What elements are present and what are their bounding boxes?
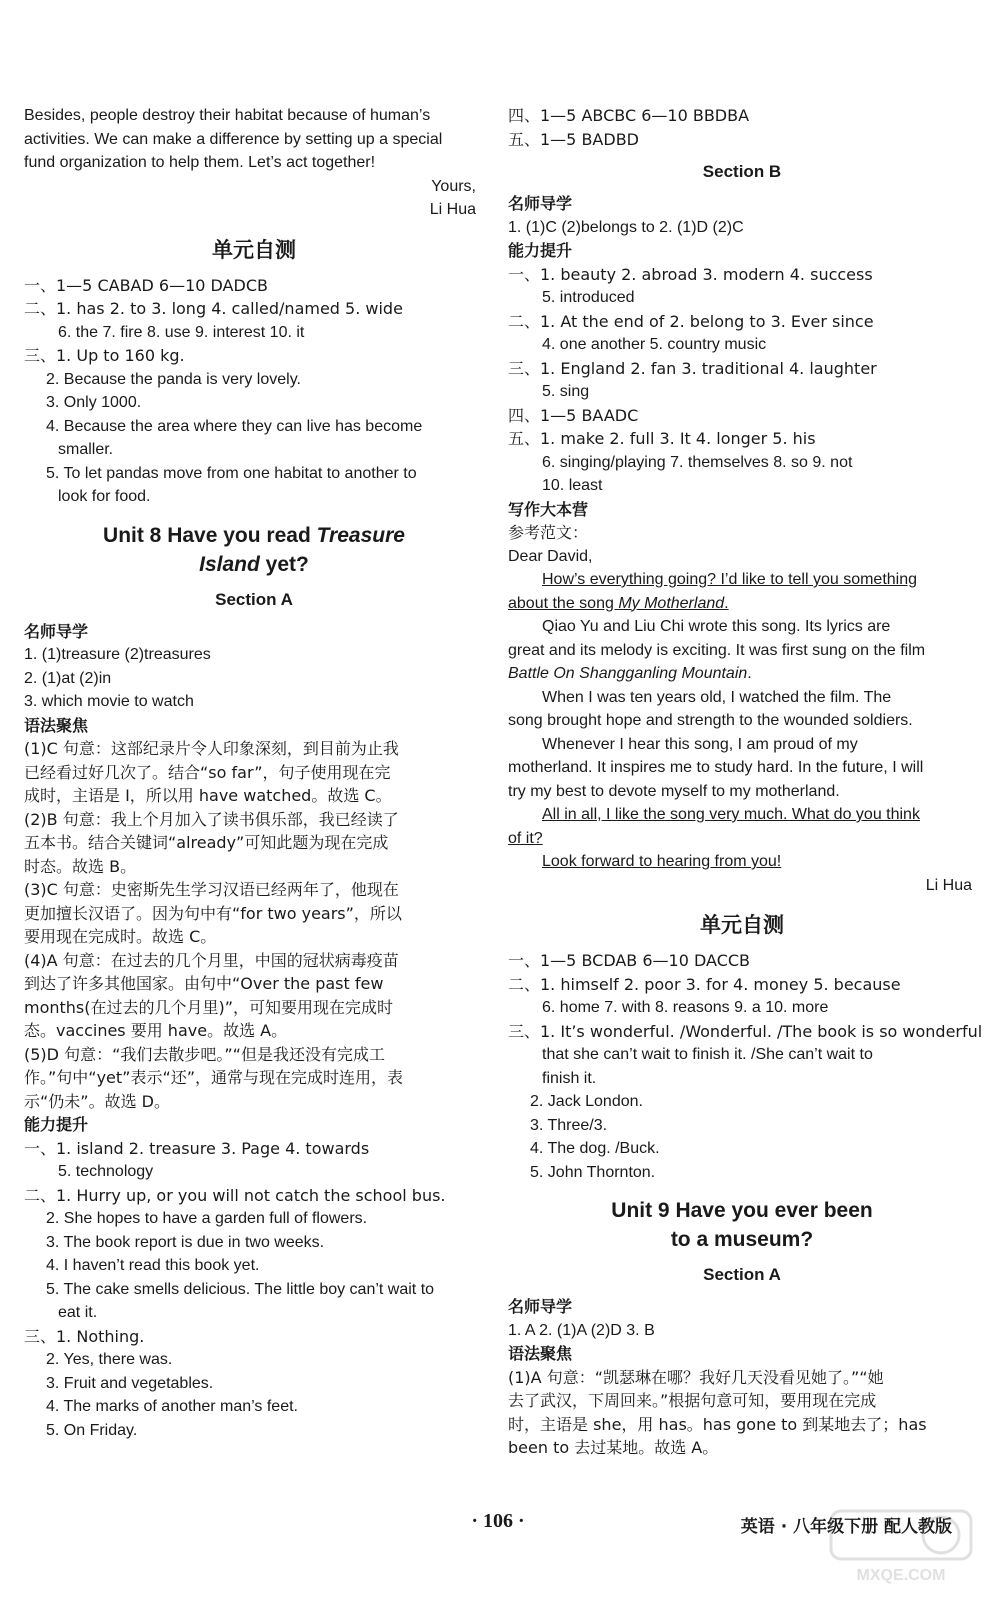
answer-line: 一、1—5 BCDAB 6—10 DACCB	[508, 951, 751, 970]
letter-closing: Yours,	[431, 177, 476, 195]
explanation-line: 到达了许多其他国家。由句中“Over the past few	[24, 974, 384, 993]
explanation-line: been to 去过某地。故选 A。	[508, 1438, 719, 1457]
left-column	[24, 104, 484, 1442]
letter-text: .	[747, 665, 752, 682]
letter-line	[508, 662, 976, 686]
answer-line: 10. least	[542, 477, 603, 494]
answer-line: eat it.	[58, 1304, 98, 1321]
letter-text: about the song	[508, 594, 619, 612]
letter-text: Look forward to hearing from you!	[542, 853, 782, 870]
answer-line: 4. I haven’t read this book yet.	[46, 1257, 260, 1274]
answer-line: 5. John Thornton.	[530, 1163, 656, 1181]
letter-line: great and its melody is exciting. It was first sung on the film	[508, 641, 926, 659]
essay-line: Besides, people destroy their habitat because of human’s	[24, 107, 431, 124]
letter-line: Qiao Yu and Liu Chi wrote this song. Its lyrics are	[542, 618, 891, 635]
answer-line: 二、1. himself 2. poor 3. for 4. money 5. because	[508, 974, 901, 994]
subsection-heading: 能力提升	[508, 241, 573, 260]
answer-line: 2. (1)at (2)in	[24, 669, 112, 687]
letter-greeting: Dear David,	[508, 547, 593, 565]
letter-line	[508, 568, 976, 592]
watermark-logo	[826, 1506, 976, 1586]
film-title: Battle On Shangganling Mountain	[508, 665, 748, 682]
page-number: · 106 ·	[471, 1510, 525, 1532]
right-column	[508, 104, 983, 1460]
letter-text: of it?	[508, 829, 543, 847]
subsection-heading: 能力提升	[24, 1115, 89, 1134]
explanation-line: 成时，主语是 I，所以用 have watched。故选 C。	[24, 786, 392, 805]
unit-test-heading: 单元自测	[700, 913, 784, 937]
answer-line: 三、1. Nothing.	[24, 1326, 145, 1346]
answer-line: 1. (1)treasure (2)treasures	[24, 646, 211, 663]
section-a-heading: Section A	[215, 589, 293, 609]
explanation-line: 要用现在完成时。故选 C。	[24, 927, 217, 946]
letter-line	[508, 803, 976, 827]
explanation-line: (5)D 句意：“我们去散步吧。”“但是我还没有完成工	[24, 1044, 385, 1064]
sample-essay-label: 参考范文：	[508, 523, 589, 542]
unit9-title-line: Unit 9 Have you ever been	[611, 1199, 873, 1222]
answer-line: 4. one another 5. country music	[542, 336, 767, 353]
subsection-heading: 语法聚焦	[508, 1344, 573, 1363]
explanation-line: (2)B 句意：我上个月加入了读书俱乐部，我已经读了	[24, 809, 399, 829]
explanation-line: 时，主语是 she，用 has。has gone to 到某地去了；has	[508, 1414, 927, 1434]
essay-line: activities. We can make a difference by setting up a special	[24, 130, 443, 148]
subsection-heading: 名师导学	[24, 621, 89, 641]
answer-line: 6. home 7. with 8. reasons 9. a 10. more	[542, 999, 829, 1016]
explanation-line: months(在过去的几个月里)”，可知要用现在完成时	[24, 997, 394, 1017]
answer-line: look for food.	[58, 488, 151, 505]
answer-line: 四、1—5 ABCBC 6—10 BBDBA	[508, 106, 750, 125]
unit8-title-part: yet?	[259, 552, 309, 576]
letter-line	[508, 592, 976, 616]
song-title: My Motherland	[618, 594, 725, 612]
letter-text: .	[724, 594, 729, 612]
answer-line: 5. The cake smells delicious. The little boy can’t wait to	[46, 1280, 435, 1298]
answer-line: 5. To let pandas move from one habitat to another to	[46, 464, 417, 482]
answer-line: 4. Because the area where they can live has become	[46, 417, 423, 435]
answer-line: 6. the 7. fire 8. use 9. interest 10. it	[58, 323, 305, 341]
letter-line	[508, 850, 976, 874]
explanation-line: (1)C 句意：这部纪录片令人印象深刻，到目前为止我	[24, 739, 399, 758]
answer-line: 5. technology	[58, 1163, 154, 1180]
answer-line: 五、1. make 2. full 3. It 4. longer 5. his	[508, 429, 816, 448]
explanation-line: 去了武汉，下周回来。”根据句意可知，要用现在完成	[508, 1391, 877, 1410]
answer-line: 2. Jack London.	[530, 1093, 643, 1110]
answer-line: finish it.	[542, 1069, 597, 1087]
answer-line: 3. Fruit and vegetables.	[46, 1374, 214, 1392]
letter-line: Whenever I hear this song, I am proud of my	[542, 735, 858, 753]
answer-line: 6. singing/playing 7. themselves 8. so 9. not	[542, 453, 853, 471]
letter-text: All in all, I like the song very much. What do you think	[542, 806, 920, 823]
answer-line: 三、1. It’s wonderful. /Wonderful. /The book is so wonderful	[508, 1021, 983, 1041]
letter-line: When I was ten years old, I watched the film. The	[542, 688, 892, 706]
subsection-heading: 语法聚焦	[24, 715, 89, 735]
answer-line: 二、1. Hurry up, or you will not catch the school bus.	[24, 1185, 446, 1205]
watermark-text: MXQE.COM	[856, 1567, 946, 1584]
answer-line: 3. Three/3.	[530, 1116, 608, 1134]
subsection-heading: 写作大本营	[508, 499, 589, 519]
answer-line: 2. She hopes to have a garden full of flowers.	[46, 1210, 368, 1227]
section-a-heading: Section A	[703, 1265, 781, 1284]
explanation-line: 五本书。结合关键词“already”可知此题为现在完成	[24, 833, 389, 852]
explanation-line: (1)A 句意：“凯瑟琳在哪？我好几天没看见她了。”“她	[508, 1367, 884, 1387]
answer-line: 4. The marks of another man’s feet.	[46, 1398, 298, 1415]
unit8-title	[24, 521, 484, 579]
explanation-line: 示“仍未”。故选 D。	[24, 1091, 170, 1111]
answer-line: 2. Because the panda is very lovely.	[46, 370, 301, 388]
answer-line: 一、1—5 CABAD 6—10 DADCB	[24, 275, 268, 295]
explanation-line: 更加擅长汉语了。因为句中有“for two years”，所以	[24, 903, 402, 923]
letter-line: try my best to devote myself to my motherland.	[508, 782, 840, 800]
answer-line: 3. The book report is due in two weeks.	[46, 1233, 325, 1251]
answer-line: 五、1—5 BADBD	[508, 129, 639, 149]
answer-line: that she can’t wait to finish it. /She can’t wait to	[542, 1046, 873, 1063]
unit8-title-book: Island	[199, 552, 260, 576]
letter-line: song brought hope and strength to the wounded soldiers.	[508, 712, 913, 729]
letter-signature: Li Hua	[429, 201, 476, 218]
answer-line: 二、1. has 2. to 3. long 4. called/named 5. wide	[24, 299, 403, 318]
answer-line: 四、1—5 BAADC	[508, 405, 639, 425]
answer-line: 4. The dog. /Buck.	[530, 1140, 660, 1157]
answer-line: 3. which movie to watch	[24, 693, 194, 710]
answer-line: 三、1. England 2. fan 3. traditional 4. laughter	[508, 358, 877, 378]
essay-line: fund organization to help them. Let’s act together!	[24, 154, 376, 171]
unit8-title-book: Treasure	[316, 523, 405, 547]
letter-line: motherland. It inspires me to study hard. In the future, I will	[508, 759, 924, 776]
answer-line: 1. A 2. (1)A (2)D 3. B	[508, 1321, 655, 1339]
unit8-title-part: Unit 8 Have you read	[103, 523, 317, 547]
letter-line	[508, 827, 976, 851]
letter-signature: Li Hua	[925, 876, 972, 894]
explanation-line: 已经看过好几次了。结合“so far”，句子使用现在完	[24, 762, 391, 782]
answer-line: 5. On Friday.	[46, 1421, 138, 1439]
subsection-heading: 名师导学	[508, 194, 573, 213]
answer-line: 1. (1)C (2)belongs to 2. (1)D (2)C	[508, 218, 744, 236]
answer-line: 一、1. island 2. treasure 3. Page 4. towards	[24, 1138, 370, 1158]
answer-line: 5. introduced	[542, 289, 635, 306]
explanation-line: 作。”句中“yet”表示“还”，通常与现在完成时连用，表	[24, 1068, 404, 1087]
answer-line: smaller.	[58, 441, 114, 458]
answer-line: 一、1. beauty 2. abroad 3. modern 4. success	[508, 264, 873, 284]
answer-line: 二、1. At the end of 2. belong to 3. Ever since	[508, 311, 874, 331]
letter-text: How’s everything going? I’d like to tell you something	[542, 571, 918, 588]
unit9-title	[508, 1196, 976, 1254]
unit-test-heading: 单元自测	[212, 237, 296, 262]
section-b-heading: Section B	[702, 162, 782, 181]
book-info: 英语 · 八年级下册 配人教版	[740, 1517, 952, 1537]
explanation-line: 态。vaccines 要用 have。故选 A。	[24, 1021, 288, 1040]
explanation-line: (3)C 句意：史密斯先生学习汉语已经两年了，他现在	[24, 880, 399, 899]
answer-line: 5. sing	[542, 383, 590, 400]
answer-line: 3. Only 1000.	[46, 394, 142, 411]
answer-line: 三、1. Up to 160 kg.	[24, 346, 185, 365]
answer-line: 2. Yes, there was.	[46, 1351, 173, 1368]
explanation-line: (4)A 句意：在过去的几个月里，中国的冠状病毒疫苗	[24, 950, 399, 970]
explanation-line: 时态。故选 B。	[24, 856, 137, 876]
subsection-heading: 名师导学	[508, 1297, 573, 1316]
unit9-title-line: to a museum?	[670, 1228, 814, 1251]
